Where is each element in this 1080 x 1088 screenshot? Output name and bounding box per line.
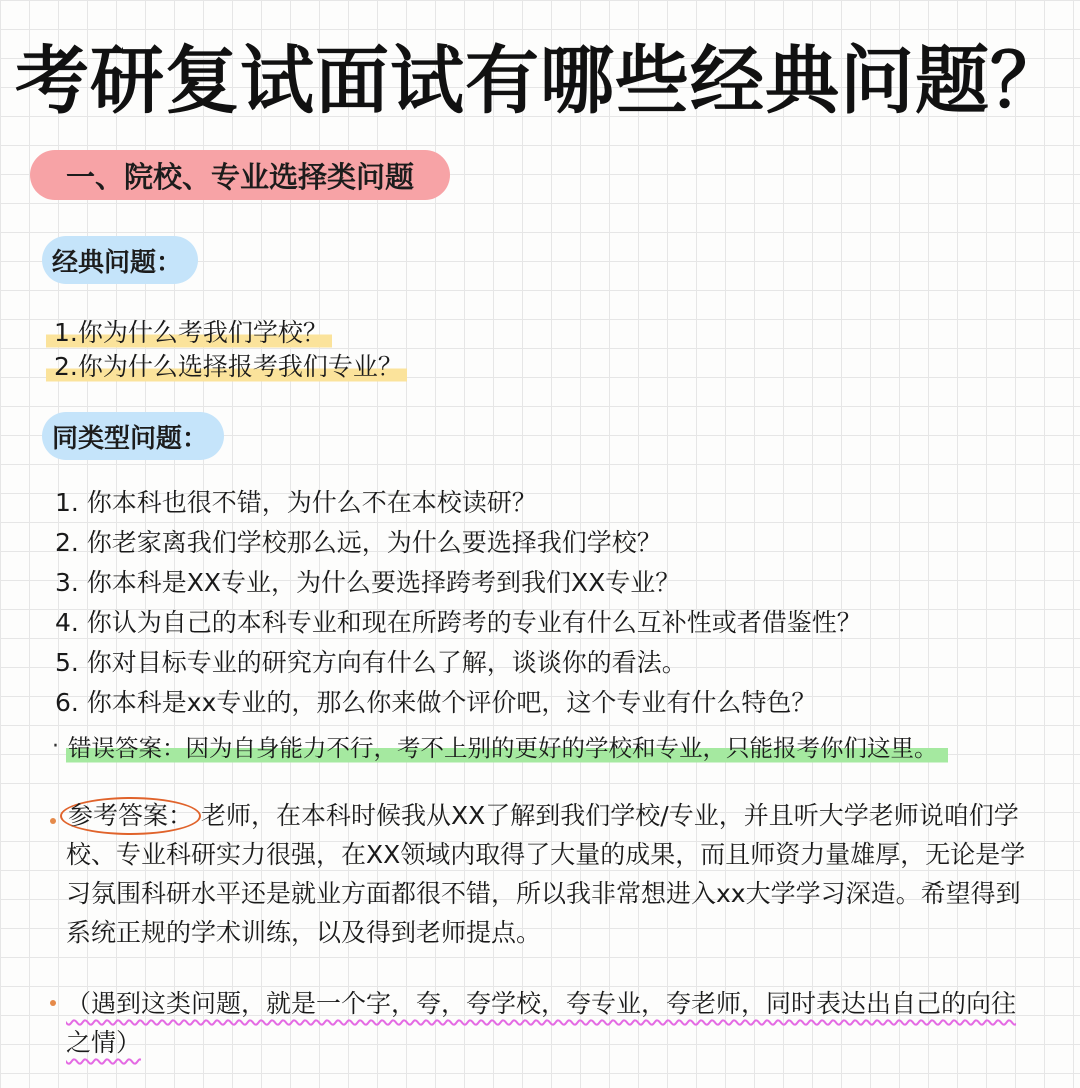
similar-questions-list bbox=[55, 483, 1065, 723]
tip-text: （遇到这类问题，就是一个字，夸，夸学校，夸专业，夸老师，同时表达出自己的向往之情） bbox=[66, 989, 1017, 1057]
classic-question-1: 1.你为什么考我们学校？ bbox=[46, 316, 332, 350]
wrong-answer: 错误答案：因为自身能力不行，考不上别的更好的学校和专业，只能报考你们这里。 bbox=[66, 730, 948, 766]
similar-question: 6. 你本科是xx专业的，那么你来做个评价吧，这个专业有什么特色？ bbox=[55, 688, 817, 717]
section-heading: 一、院校、专业选择类问题 bbox=[30, 150, 450, 200]
similar-question: 3. 你本科是XX专业，为什么要选择跨考到我们XX专业？ bbox=[55, 568, 681, 597]
wrong-answer-bullet: · bbox=[52, 734, 59, 759]
reference-answer-label: 参考答案： bbox=[60, 797, 201, 835]
reference-answer-text: 老师，在本科时候我从XX了解到我们学校/专业，并且听大学老师说咱们学校、专业科研实力很强，在XX领域内取得了大量的成果，而且师资力量雄厚，无论是学习氛围科研水平还是就业方面都很不错，所以我非常想进入xx大学学习深造。希望得到系统正规的学术训练，以及得到老师提点。 bbox=[66, 801, 1026, 947]
classic-questions-label: 经典问题： bbox=[42, 236, 198, 284]
similar-questions-label: 同类型问题： bbox=[42, 412, 224, 460]
tip-note bbox=[66, 984, 1034, 1062]
similar-question: 4. 你认为自己的本科专业和现在所跨考的专业有什么互补性或者借鉴性？ bbox=[55, 608, 862, 637]
classic-question-2: 2.你为什么选择报考我们专业？ bbox=[46, 350, 407, 384]
reference-answer bbox=[66, 796, 1034, 952]
similar-question: 5. 你对目标专业的研究方向有什么了解，谈谈你的看法。 bbox=[55, 648, 687, 677]
similar-question: 2. 你老家离我们学校那么远，为什么要选择我们学校？ bbox=[55, 528, 662, 557]
reference-bullet-icon bbox=[50, 818, 56, 824]
page-title: 考研复试面试有哪些经典问题？ bbox=[15, 38, 1065, 124]
similar-question: 1. 你本科也很不错，为什么不在本校读研？ bbox=[55, 488, 537, 517]
tip-bullet-icon bbox=[50, 1000, 56, 1006]
